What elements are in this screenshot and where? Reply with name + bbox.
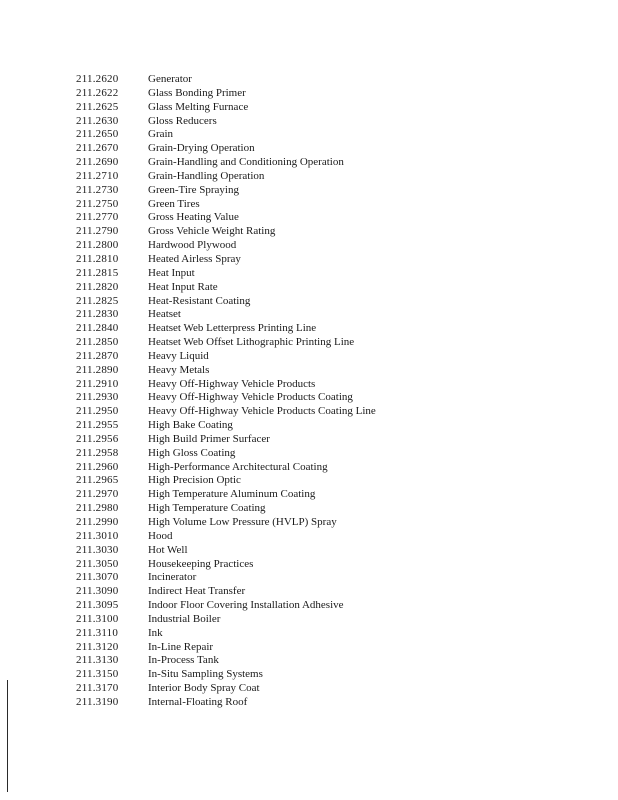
section-title: Hot Well (148, 543, 188, 556)
list-item (76, 350, 376, 364)
section-number: 211.3170 (76, 682, 119, 695)
section-title: Gloss Reducers (148, 114, 217, 127)
section-number: 211.2670 (76, 142, 119, 155)
section-title: High Gloss Coating (148, 446, 236, 459)
section-number: 211.2930 (76, 391, 119, 404)
section-title: Green Tires (148, 197, 200, 210)
section-number: 211.2770 (76, 211, 119, 224)
section-title: Heatset Web Letterpress Printing Line (148, 322, 317, 335)
list-item (76, 599, 376, 613)
section-number: 211.2955 (76, 419, 119, 432)
section-title: In-Process Tank (148, 654, 219, 667)
section-title: Heavy Off-Highway Vehicle Products (148, 377, 316, 390)
section-number: 211.2825 (76, 294, 119, 307)
section-number: 211.2810 (76, 252, 119, 265)
list-item (76, 668, 376, 682)
section-title: Glass Bonding Primer (148, 86, 246, 99)
section-title: Heatset (148, 308, 181, 321)
list-item (76, 378, 376, 392)
section-number: 211.2820 (76, 280, 119, 293)
list-item (76, 322, 376, 336)
section-number: 211.2870 (76, 349, 119, 362)
section-number: 211.2890 (76, 363, 119, 376)
section-title: Heat-Resistant Coating (148, 294, 251, 307)
section-title: Incinerator (148, 571, 197, 584)
section-number: 211.2630 (76, 114, 119, 127)
list-item (76, 405, 376, 419)
section-number: 211.2730 (76, 183, 119, 196)
list-item (76, 571, 376, 585)
list-item (76, 585, 376, 599)
section-number: 211.2625 (76, 100, 119, 113)
section-number: 211.2650 (76, 128, 119, 141)
section-title: Grain (148, 128, 174, 141)
list-item (76, 128, 376, 142)
section-title: Ink (148, 626, 163, 639)
list-item (76, 364, 376, 378)
section-title: Grain-Handling Operation (148, 169, 265, 182)
section-number: 211.3130 (76, 654, 119, 667)
list-item (76, 516, 376, 530)
section-title: High Temperature Aluminum Coating (148, 488, 316, 501)
section-title: Generator (148, 73, 192, 85)
section-number: 211.2620 (76, 73, 119, 85)
section-number: 211.2980 (76, 502, 119, 515)
section-title: Housekeeping Practices (148, 557, 254, 570)
section-number: 211.2850 (76, 336, 119, 349)
section-title: High Precision Optic (148, 474, 241, 487)
section-title: Heavy Metals (148, 363, 210, 376)
list-item (76, 308, 376, 322)
list-item (76, 558, 376, 572)
section-title: Hardwood Plywood (148, 239, 237, 252)
section-number: 211.2840 (76, 322, 119, 335)
list-item (76, 198, 376, 212)
section-number: 211.3010 (76, 529, 119, 542)
section-title: High Temperature Coating (148, 502, 266, 515)
list-item (76, 433, 376, 447)
section-title: High-Performance Architectural Coating (148, 460, 328, 473)
section-title: Heavy Liquid (148, 349, 209, 362)
list-item (76, 447, 376, 461)
section-number: 211.2800 (76, 239, 119, 252)
section-title: Interior Body Spray Coat (148, 682, 260, 695)
list-item (76, 336, 376, 350)
section-title: Heat Input (148, 266, 195, 279)
list-item (76, 211, 376, 225)
list-item (76, 184, 376, 198)
section-number: 211.3050 (76, 557, 119, 570)
margin-rule (7, 680, 8, 792)
section-number: 211.2960 (76, 460, 119, 473)
section-number: 211.2710 (76, 169, 119, 182)
section-title: Internal-Floating Roof (148, 695, 248, 708)
section-title: In-Line Repair (148, 640, 214, 653)
list-item (76, 156, 376, 170)
list-item (76, 295, 376, 309)
list-item (76, 115, 376, 129)
list-item (76, 87, 376, 101)
section-number: 211.3090 (76, 585, 119, 598)
section-title: Glass Melting Furnace (148, 100, 249, 113)
section-number: 211.2956 (76, 432, 119, 445)
section-number: 211.3190 (76, 695, 119, 708)
section-title: Hood (148, 529, 173, 542)
list-item (76, 142, 376, 156)
list-item (76, 239, 376, 253)
section-title: Heated Airless Spray (148, 252, 241, 265)
list-item (76, 474, 376, 488)
list-item (76, 654, 376, 668)
section-title: Gross Heating Value (148, 211, 239, 224)
section-number: 211.2622 (76, 86, 119, 99)
list-item (76, 170, 376, 184)
list-item (76, 73, 376, 87)
list-item (76, 682, 376, 696)
section-title: Green-Tire Spraying (148, 183, 239, 196)
list-item (76, 101, 376, 115)
list-item (76, 627, 376, 641)
list-item (76, 391, 376, 405)
section-index-list (76, 73, 376, 710)
section-title: Gross Vehicle Weight Rating (148, 225, 276, 238)
list-item (76, 502, 376, 516)
list-item (76, 461, 376, 475)
list-item (76, 419, 376, 433)
list-item (76, 253, 376, 267)
section-title: In-Situ Sampling Systems (148, 668, 263, 681)
section-title: Industrial Boiler (148, 612, 221, 625)
section-number: 211.3150 (76, 668, 119, 681)
section-title: Grain-Drying Operation (148, 142, 255, 155)
section-number: 211.2910 (76, 377, 119, 390)
section-number: 211.2750 (76, 197, 119, 210)
list-item (76, 488, 376, 502)
list-item (76, 530, 376, 544)
section-number: 211.2950 (76, 405, 119, 418)
list-item (76, 544, 376, 558)
section-number: 211.3030 (76, 543, 119, 556)
section-title: High Bake Coating (148, 419, 233, 432)
list-item (76, 267, 376, 281)
section-number: 211.2815 (76, 266, 119, 279)
section-title: High Build Primer Surfacer (148, 432, 270, 445)
section-title: Heat Input Rate (148, 280, 218, 293)
section-number: 211.2690 (76, 156, 119, 169)
section-title: Grain-Handling and Conditioning Operation (148, 156, 344, 169)
section-number: 211.2970 (76, 488, 119, 501)
list-item (76, 696, 376, 710)
section-title: Heavy Off-Highway Vehicle Products Coating (148, 391, 353, 404)
section-number: 211.3100 (76, 612, 119, 625)
section-number: 211.2790 (76, 225, 119, 238)
section-title: Indirect Heat Transfer (148, 585, 246, 598)
list-item (76, 281, 376, 295)
section-number: 211.3070 (76, 571, 119, 584)
list-item (76, 613, 376, 627)
section-number: 211.2830 (76, 308, 119, 321)
section-title: Heavy Off-Highway Vehicle Products Coating Line (148, 405, 376, 418)
section-number: 211.2990 (76, 516, 119, 528)
section-title: Heatset Web Offset Lithographic Printing Line (148, 336, 355, 349)
list-item (76, 641, 376, 655)
section-number: 211.2965 (76, 474, 119, 487)
section-number: 211.3095 (76, 599, 119, 612)
section-title: Indoor Floor Covering Installation Adhesive (148, 599, 344, 612)
section-number: 211.3110 (76, 626, 119, 639)
section-title: High Volume Low Pressure (HVLP) Spray (148, 516, 337, 528)
section-number: 211.2958 (76, 446, 119, 459)
list-item (76, 225, 376, 239)
section-number: 211.3120 (76, 640, 119, 653)
